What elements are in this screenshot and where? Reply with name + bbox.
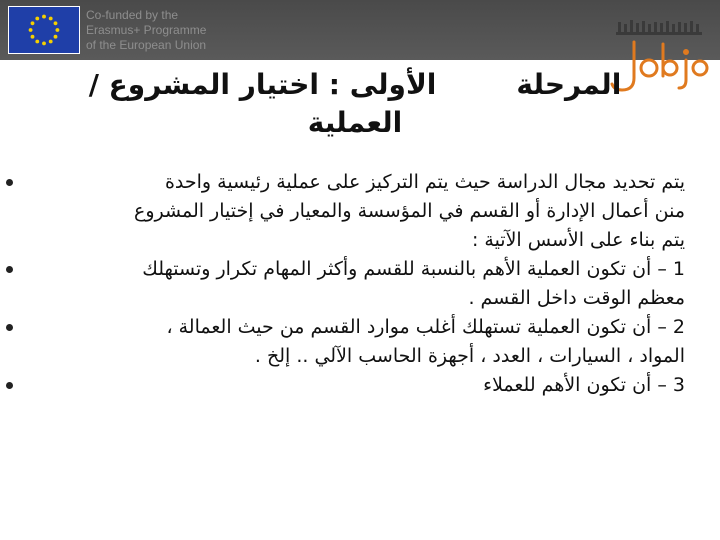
bullet-list (20, 168, 685, 400)
bullet-item (20, 371, 685, 400)
bullet-text-line: يتم تحديد مجال الدراسة حيث يتم التركيز على عملية رئيسية واحدة (164, 171, 685, 193)
bullet-text-line: معظم الوقت داخل القسم . (468, 287, 685, 309)
bullet-text-line: 2 – أن تكون العملية تستهلك أغلب موارد القسم من حيث العمالة ، (166, 316, 685, 338)
eu-line-3: of the European Union (86, 38, 207, 52)
eu-line-2: Erasmus+ Programme (86, 23, 207, 37)
bullet-item (20, 168, 685, 255)
people-icon (616, 20, 702, 35)
bullet-item (20, 255, 685, 313)
bullet-icon (6, 382, 13, 389)
bullet-text-line: يتم بناء على الأسس الآتية : (471, 229, 685, 251)
slide-title (60, 66, 650, 142)
bullet-icon (6, 324, 13, 331)
slide-title-line-2: العملية (307, 106, 403, 139)
slide-title-part-1: المرحلة (516, 68, 622, 101)
bullet-text-line: المواد ، السيارات ، العدد ، أجهزة الحاسب الآلي .. إلخ . (254, 345, 685, 367)
eu-flag-icon (8, 6, 80, 54)
eu-line-1: Co-funded by the (86, 8, 179, 22)
bullet-text-line: منن أعمال الإدارة أو القسم في المؤسسة والمعيار في إختيار المشروع (134, 200, 685, 222)
slide-title-line-1 (60, 66, 650, 104)
slide-title-part-2: الأولى : اختيار المشروع / (88, 68, 437, 101)
eu-funding-text (86, 8, 246, 53)
bullet-item (20, 313, 685, 371)
bullet-text-line: 3 – أن تكون الأهم للعملاء (483, 374, 685, 396)
bullet-text-line: 1 – أن تكون العملية الأهم بالنسبة للقسم وأكثر المهام تكرار وتستهلك (142, 258, 685, 280)
bullet-icon (6, 179, 13, 186)
bullet-icon (6, 266, 13, 273)
